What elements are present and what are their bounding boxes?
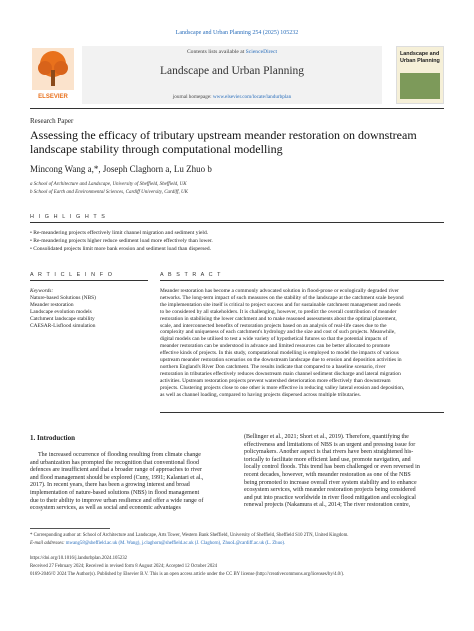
email-addresses: E-mail addresses: mwang58@sheffield.ac.uk (M. Wang), j.claghorn@sheffield.ac.uk (J. Claghorn), ZhuoL@cardiff.ac.uk (L. Zhuo).: [30, 541, 286, 546]
publisher-name: ELSEVIER: [38, 94, 68, 100]
contents-line: Contents lists available at ScienceDirect: [186, 49, 278, 55]
affiliation: a School of Architecture and Landscape, University of Sheffield, Sheffield, UK: [30, 182, 187, 187]
journal-header: [30, 46, 444, 104]
elsevier-logo[interactable]: [30, 46, 76, 104]
email-links[interactable]: mwang58@sheffield.ac.uk (M. Wang), j.claghorn@sheffield.ac.uk (J. Claghorn), ZhuoL@cardiff.ac.uk (L. Zhuo).: [65, 541, 286, 546]
keyword: Landscape evolution models: [30, 308, 92, 315]
sciencedirect-link[interactable]: ScienceDirect: [245, 49, 278, 55]
keyword: Nature-based Solutions (NBS): [30, 294, 96, 301]
highlight-item: • Re-meandering projects higher reduce sediment load more effectively than lower.: [30, 238, 213, 244]
introduction-heading: 1. Introduction: [30, 434, 75, 442]
journal-cover-thumbnail[interactable]: [396, 46, 444, 104]
journal-title: Landscape and Urban Planning: [159, 65, 305, 77]
corresponding-author-note: * Corresponding author at: School of Architecture and Landscape, Arts Tower, Western Bank Sheffield, University of Sheffield, Sheffield S10 2TN, United Kingdom.: [30, 533, 349, 538]
keywords-label: Keywords:: [30, 288, 54, 294]
keyword: CAESAR-Lisflood simulation: [30, 322, 96, 329]
article-info-heading: A R T I C L E I N F O: [30, 272, 114, 278]
footnote-divider: [30, 528, 110, 529]
divider: [160, 412, 444, 413]
introduction-right-column: (Bellinger et al., 2021; Short et al., 2019). Therefore, quantifying the effectiveness and limitations of NBS is an urgent and pressing issue for policymakers. Another aspect is that rivers have been straightened his- torically to facilitate more efficient land use, promote navigation, and locally control floods. This trend has been challenged or even reversed in recent decades, however, with meander restoration as one of the NBS being promoted to increase overall river system stability and to enhance ecosystem services, with meander restoration projects being considered and put into practice worldwide in river flood mitigation and ecological renewal projects (Nakamura et al., 2014; The river restoration centre,: [244, 434, 420, 509]
journal-reference[interactable]: Landscape and Urban Planning 254 (2025) 105232: [175, 30, 299, 36]
keyword: Meander restoration: [30, 301, 74, 308]
article-type: Research Paper: [30, 117, 74, 125]
author-list: Mincong Wang a,*, Joseph Claghorn a, Lu Zhuo b: [30, 164, 212, 174]
abstract-text: Meander restoration has become a commonly advocated solution in flood-prone or ecologically degraded river networks. The long-term impact of such measures on the stability of the landscape at the catchment scale beyond the implementation site itself is critical to project success and for sustainable catchment management and needs to be considered by all stakeholders. It is challenging, however, to predict the overall contribution of meander restoration in stabilising the lower catchment and to make reasoned assessments about the optimal placement, scale, and interconnected benefits of restoration projects based on an analysis of real-life cases due to the complexity and uniqueness of each catchment's hydrology and the size and cost of such projects. Meanwhile, digital models can be utilised to test a wide variety of hypothetical futures so that the potential impacts of meander restoration can be understood in advance and limited resources can be better allocated to promote effective kinds of projects. In this study, computational modelling is employed to model the impacts of various upstream meander restoration scenarios on the downstream landscape due to erosion and deposition activities in northern England's River Don catchment. The results indicate that compared to a baseline scenario, river restoration in tributaries effectively reduces downstream main channel sediment discharge and lateral migration activities. Upstream restoration projects prevent watershed deterioration more effectively than downstream projects. Clustering projects close to one other is more effective in reducing valley lateral erosion and deposition, as well as channel loading, compared to having projects dispersed across multiple tributaries.: [160, 288, 405, 398]
introduction-left-column: The increased occurrence of flooding resulting from climate change and urbanization has prompted the recognition that conventional flood defences are insufficient and that a broader range of approaches to river and flood management should be explored (Cuny, 1991; Kalantari et al., 2017). In recent years, there has been a growing interest and broad implementation of nature-based solutions (NBS) in flood management due to their ability to improve urban resilience and offer a wide range of ecosystem services, as well as social and economic advantages: [30, 452, 204, 512]
cover-title: Landscape and Urban Planning: [400, 51, 440, 64]
highlight-item: • Re-meandering projects effectively limit channel migration and sediment yield.: [30, 230, 209, 236]
doi-link[interactable]: https://doi.org/10.1016/j.landurbplan.2024.105232: [30, 556, 128, 561]
divider: [30, 280, 148, 281]
header-divider: [30, 108, 444, 109]
masthead: [82, 46, 382, 104]
tree-logo-icon: [30, 46, 76, 92]
keywords-block: [30, 288, 148, 329]
license-statement: 0169-2046/© 2024 The Author(s). Published by Elsevier B.V. This is an open access article under the CC BY license (http://creativecommons.org/licenses/by/4.0/).: [30, 572, 345, 577]
highlights-heading: H I G H L I G H T S: [30, 214, 107, 220]
divider: [30, 222, 444, 223]
received-dates: Received 27 February 2024; Received in revised form 8 August 2024; Accepted 12 October 2024: [30, 564, 218, 569]
keyword: Catchment landscape stability: [30, 315, 95, 322]
divider: [160, 280, 444, 281]
affiliation: b School of Earth and Environmental Sciences, Cardiff University, Cardiff, UK: [30, 190, 188, 195]
homepage-link[interactable]: www.elsevier.com/locate/landurbplan: [212, 94, 292, 100]
article-title: Assessing the efficacy of tributary upstream meander restoration on downstream landscape stability through computational modelling: [30, 128, 417, 156]
homepage-line: journal homepage: www.elsevier.com/locate/landurbplan: [172, 94, 292, 100]
abstract-heading: A B S T R A C T: [160, 272, 223, 278]
highlight-item: • Consolidated projects limit more bank erosion and sediment load than dispersed.: [30, 246, 211, 252]
